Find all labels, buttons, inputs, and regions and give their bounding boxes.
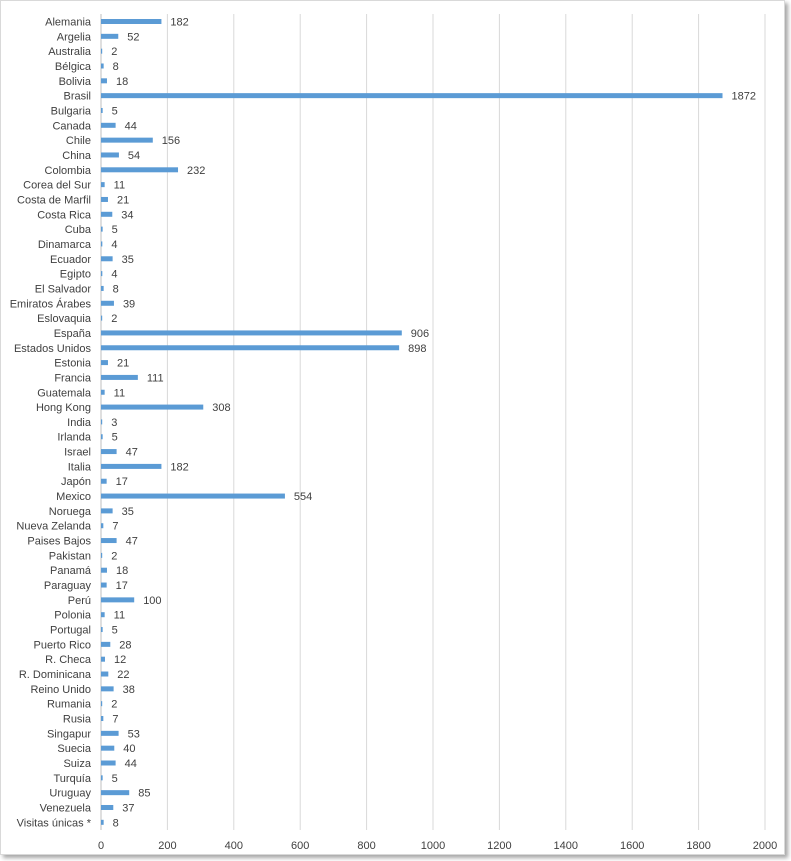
bar <box>101 34 118 39</box>
category-label: Irlanda <box>57 431 91 444</box>
bar <box>101 152 119 157</box>
bar <box>101 672 108 677</box>
bar <box>101 182 105 187</box>
category-label: Perú <box>67 594 91 607</box>
bar <box>101 301 114 306</box>
bar-chart <box>1 1 784 854</box>
bar <box>101 790 129 795</box>
data-label: 18 <box>115 565 129 578</box>
category-label: Polonia <box>54 609 91 622</box>
x-tick-label: 0 <box>97 840 105 852</box>
category-label: Paraguay <box>43 580 91 593</box>
bar <box>101 597 134 602</box>
category-label: Canada <box>52 120 91 133</box>
bar <box>101 390 105 395</box>
bar <box>101 642 110 647</box>
bar <box>101 93 723 98</box>
bar <box>101 464 161 469</box>
category-label: Turquía <box>53 772 91 785</box>
data-label: 2 <box>111 550 118 563</box>
category-label: Israel <box>64 446 91 459</box>
bar <box>101 434 103 439</box>
category-label: Egipto <box>59 268 91 281</box>
category-label: Rumania <box>46 698 91 711</box>
bar-series <box>101 16 723 825</box>
data-label: 3 <box>111 416 118 429</box>
bar <box>101 78 107 83</box>
data-label: 47 <box>125 535 138 548</box>
bar <box>101 405 203 410</box>
category-label: Visitas únicas * <box>16 817 91 830</box>
bar <box>101 775 103 780</box>
data-label: 11 <box>113 179 126 192</box>
category-label: Estonia <box>54 357 91 370</box>
data-label: 44 <box>124 758 137 770</box>
data-label: 28 <box>119 639 132 652</box>
bar <box>101 197 108 202</box>
category-label: Dinamarca <box>37 238 91 251</box>
data-label: 906 <box>410 327 430 340</box>
data-label: 232 <box>187 164 206 177</box>
data-label: 18 <box>115 75 129 88</box>
bar <box>101 657 105 662</box>
x-tick-label: 1200 <box>487 840 512 852</box>
category-label: Corea del Sur <box>23 179 91 192</box>
x-tick-label: 1400 <box>553 840 579 852</box>
data-label: 7 <box>112 713 119 726</box>
bar <box>101 63 104 68</box>
category-label: Suiza <box>63 758 91 770</box>
category-label: Italia <box>67 461 91 474</box>
bar <box>101 731 119 736</box>
bar <box>101 241 102 246</box>
data-label: 35 <box>121 505 134 518</box>
category-label: Pakistan <box>48 550 91 563</box>
x-tick-label: 800 <box>357 840 376 852</box>
data-label: 308 <box>212 402 231 415</box>
bar <box>101 138 153 143</box>
bar <box>101 568 107 573</box>
data-label: 85 <box>138 787 151 800</box>
data-label: 52 <box>127 31 140 44</box>
bar <box>101 449 117 454</box>
x-tick-label: 1800 <box>686 840 711 852</box>
category-label: Mexico <box>56 491 91 504</box>
category-label: Portugal <box>50 624 91 637</box>
data-label: 12 <box>113 654 127 667</box>
category-label: Australia <box>48 46 91 59</box>
category-label: R. Dominicana <box>18 669 91 682</box>
category-label: Hong Kong <box>35 402 91 415</box>
data-label: 37 <box>122 802 135 815</box>
data-label: 17 <box>115 580 128 593</box>
bar <box>101 583 107 588</box>
category-label: Brasil <box>63 90 91 103</box>
data-label: 5 <box>111 105 118 118</box>
bar <box>101 701 102 706</box>
category-label: Panamá <box>50 565 91 578</box>
bar <box>101 375 138 380</box>
x-tick-label: 200 <box>158 840 177 852</box>
data-label: 44 <box>124 120 137 133</box>
data-label: 8 <box>112 60 119 73</box>
category-label: Costa Rica <box>37 209 91 222</box>
data-label: 38 <box>122 683 135 696</box>
bar <box>101 494 285 499</box>
bar <box>101 49 102 54</box>
bar <box>101 805 113 810</box>
data-label: 554 <box>293 491 313 504</box>
category-label: Puerto Rico <box>33 639 91 652</box>
data-label: 182 <box>170 16 189 29</box>
bar <box>101 419 102 424</box>
data-label: 5 <box>111 772 118 785</box>
data-label: 17 <box>115 476 128 489</box>
data-label: 5 <box>111 224 118 237</box>
data-label: 22 <box>117 669 130 682</box>
bar <box>101 286 104 291</box>
bar <box>101 716 103 721</box>
data-label: 8 <box>112 283 119 296</box>
bar <box>101 345 399 350</box>
data-label: 4 <box>111 268 118 281</box>
category-label: China <box>62 149 91 162</box>
data-label: 2 <box>111 46 118 59</box>
bar <box>101 108 103 113</box>
x-tick-label: 1600 <box>619 840 645 852</box>
category-label: Singapur <box>46 728 91 741</box>
bar <box>101 538 117 543</box>
data-label: 54 <box>127 149 141 162</box>
x-tick-label: 600 <box>291 840 310 852</box>
category-label: India <box>67 416 91 429</box>
data-label: 156 <box>161 135 181 148</box>
category-label: Paises Bajos <box>27 535 91 548</box>
category-label: Rusia <box>62 713 91 726</box>
bar <box>101 227 103 232</box>
category-label: Argelia <box>56 31 91 44</box>
category-label: Uruguay <box>49 787 91 800</box>
category-label: Emiratos Árabes <box>9 298 91 311</box>
category-label: Guatemala <box>37 387 91 400</box>
category-labels <box>10 17 92 830</box>
bar <box>101 627 103 632</box>
data-label: 4 <box>111 238 118 251</box>
data-label: 40 <box>123 743 136 756</box>
bar <box>101 212 112 217</box>
data-label: 39 <box>122 298 136 311</box>
category-label: Japón <box>61 476 91 489</box>
bar <box>101 612 105 617</box>
category-label: Estados Unidos <box>13 342 91 355</box>
gridlines <box>101 14 765 830</box>
bar <box>101 686 114 691</box>
data-label: 5 <box>111 624 118 637</box>
category-label: Bulgaria <box>50 105 91 118</box>
category-label: Costa de Marfil <box>17 194 91 207</box>
data-label: 2 <box>111 698 118 711</box>
data-label: 21 <box>116 194 130 207</box>
data-label: 5 <box>111 431 118 444</box>
bar <box>101 271 102 276</box>
category-label: Cuba <box>64 224 91 237</box>
category-label: Bolivia <box>58 75 91 88</box>
data-label: 8 <box>112 817 119 830</box>
bar <box>101 479 107 484</box>
category-label: Noruega <box>48 505 91 518</box>
category-label: Ecuador <box>50 253 91 266</box>
bar <box>101 508 113 513</box>
category-label: Alemania <box>45 16 91 29</box>
bar <box>101 553 102 558</box>
bar <box>101 330 402 335</box>
data-label: 182 <box>170 461 189 474</box>
bar <box>101 761 116 766</box>
bar <box>101 820 104 825</box>
x-axis-tick-labels <box>98 840 777 852</box>
bar <box>101 316 102 321</box>
x-tick-label: 2000 <box>752 840 778 852</box>
x-tick-label: 1000 <box>420 840 446 852</box>
category-label: Venezuela <box>39 802 91 815</box>
category-label: Bélgica <box>54 60 91 73</box>
data-label: 21 <box>116 357 130 370</box>
category-label: España <box>53 327 91 340</box>
bar <box>101 523 103 528</box>
data-label: 7 <box>112 520 119 533</box>
bar <box>101 746 114 751</box>
category-label: El Salvador <box>34 283 91 296</box>
data-label: 1872 <box>731 90 756 103</box>
bar <box>101 360 108 365</box>
category-label: R. Checa <box>45 654 91 667</box>
category-label: Colombia <box>44 164 91 177</box>
category-label: Eslovaquia <box>37 313 91 326</box>
bar <box>101 256 113 261</box>
data-labels <box>111 17 756 830</box>
data-label: 11 <box>113 387 126 400</box>
data-label: 34 <box>121 209 134 222</box>
category-label: Francia <box>54 372 91 385</box>
data-label: 35 <box>121 253 134 266</box>
x-tick-label: 400 <box>224 840 243 852</box>
data-label: 898 <box>408 342 427 355</box>
bar <box>101 167 178 172</box>
category-label: Nueva Zelanda <box>16 520 91 533</box>
category-label: Suecia <box>57 743 91 756</box>
data-label: 47 <box>125 446 138 459</box>
data-label: 53 <box>127 728 140 741</box>
data-label: 2 <box>111 313 118 326</box>
bar <box>101 19 161 24</box>
data-label: 100 <box>143 594 162 607</box>
data-label: 111 <box>146 372 164 385</box>
category-label: Chile <box>65 135 91 148</box>
data-label: 11 <box>113 609 126 622</box>
bar <box>101 123 116 128</box>
category-label: Reino Unido <box>30 683 91 696</box>
